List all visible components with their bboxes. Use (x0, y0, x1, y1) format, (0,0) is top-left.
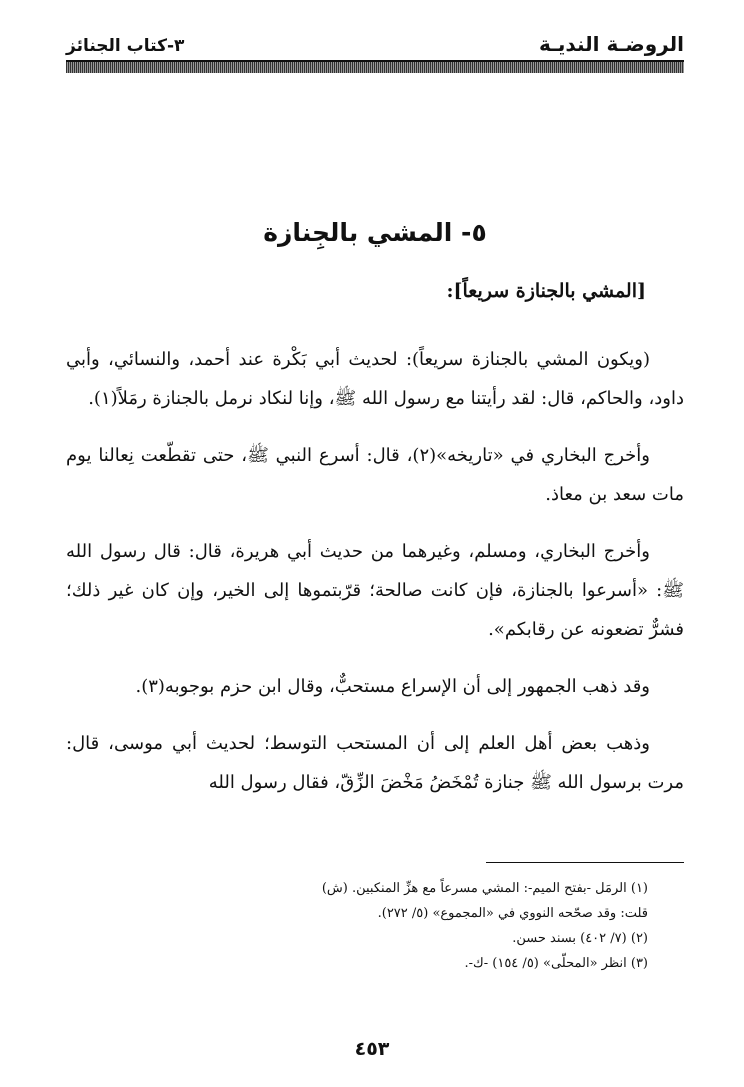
paragraph: وقد ذهب الجمهور إلى أن الإسراع مستحبٌّ، وقال ابن حزم بوجوبه(٣). (135, 676, 650, 697)
section-title: ٥- المشي بالجِنازة (263, 218, 487, 247)
paragraph: (ويكون المشي بالجنازة سريعاً): لحديث أبي بَكْرة عند أحمد، والنسائي، وأبي داود، والحاكم، قال: لقد رأيتنا مع رسول الله ﷺ، وإنا لنكاد نرمل بالجنازة رمَلاً(١). (66, 349, 684, 409)
body-text (66, 340, 684, 802)
footnote: (٣) انظر «المحلّى» (٥/ ١٥٤) -ك-. (464, 956, 648, 971)
paragraph: وذهب بعض أهل العلم إلى أن المستحب التوسط؛ لحديث أبي موسى، قال: مرت برسول الله ﷺ جنازة تُمْخَضُ مَخْضَ الزِّقّ، فقال رسول الله (66, 733, 684, 793)
footnotes (66, 876, 684, 976)
paragraph: وأخرج البخاري، ومسلم، وغيرهما من حديث أبي هريرة، قال: قال رسول الله ﷺ: «أسرعوا بالجنازة، فإن كانت صالحة؛ قرّبتموها إلى الخير، وإن كان غير ذلك؛ فشرٌّ تضعونه عن رقابكم». (66, 541, 684, 640)
chapter-title: ٣-كتاب الجنائز (66, 36, 185, 56)
running-header (66, 30, 684, 56)
header-rule (66, 60, 684, 73)
footnote: قلت: وقد صحّحه النووي في «المجموع» (٥/ ٢٧٢). (377, 906, 648, 921)
paragraph: وأخرج البخاري في «تاريخه»(٢)، قال: أسرع النبي ﷺ، حتى تقطّعت نِعالنا يوم مات سعد بن معاذ. (66, 445, 684, 505)
footnote-rule (486, 862, 684, 863)
subheading: [المشي بالجنازة سريعاً]: (446, 280, 646, 302)
book-title: الروضـة النديـة (538, 32, 684, 56)
footnote: (٢) (٧/ ٤٠٢) بسند حسن. (512, 931, 648, 946)
page-number: ٤٥٣ (354, 1038, 390, 1060)
footnote: (١) الرمَل -بفتح الميم-: المشي مسرعاً مع هزِّ المنكبين. (ش) (321, 881, 648, 896)
